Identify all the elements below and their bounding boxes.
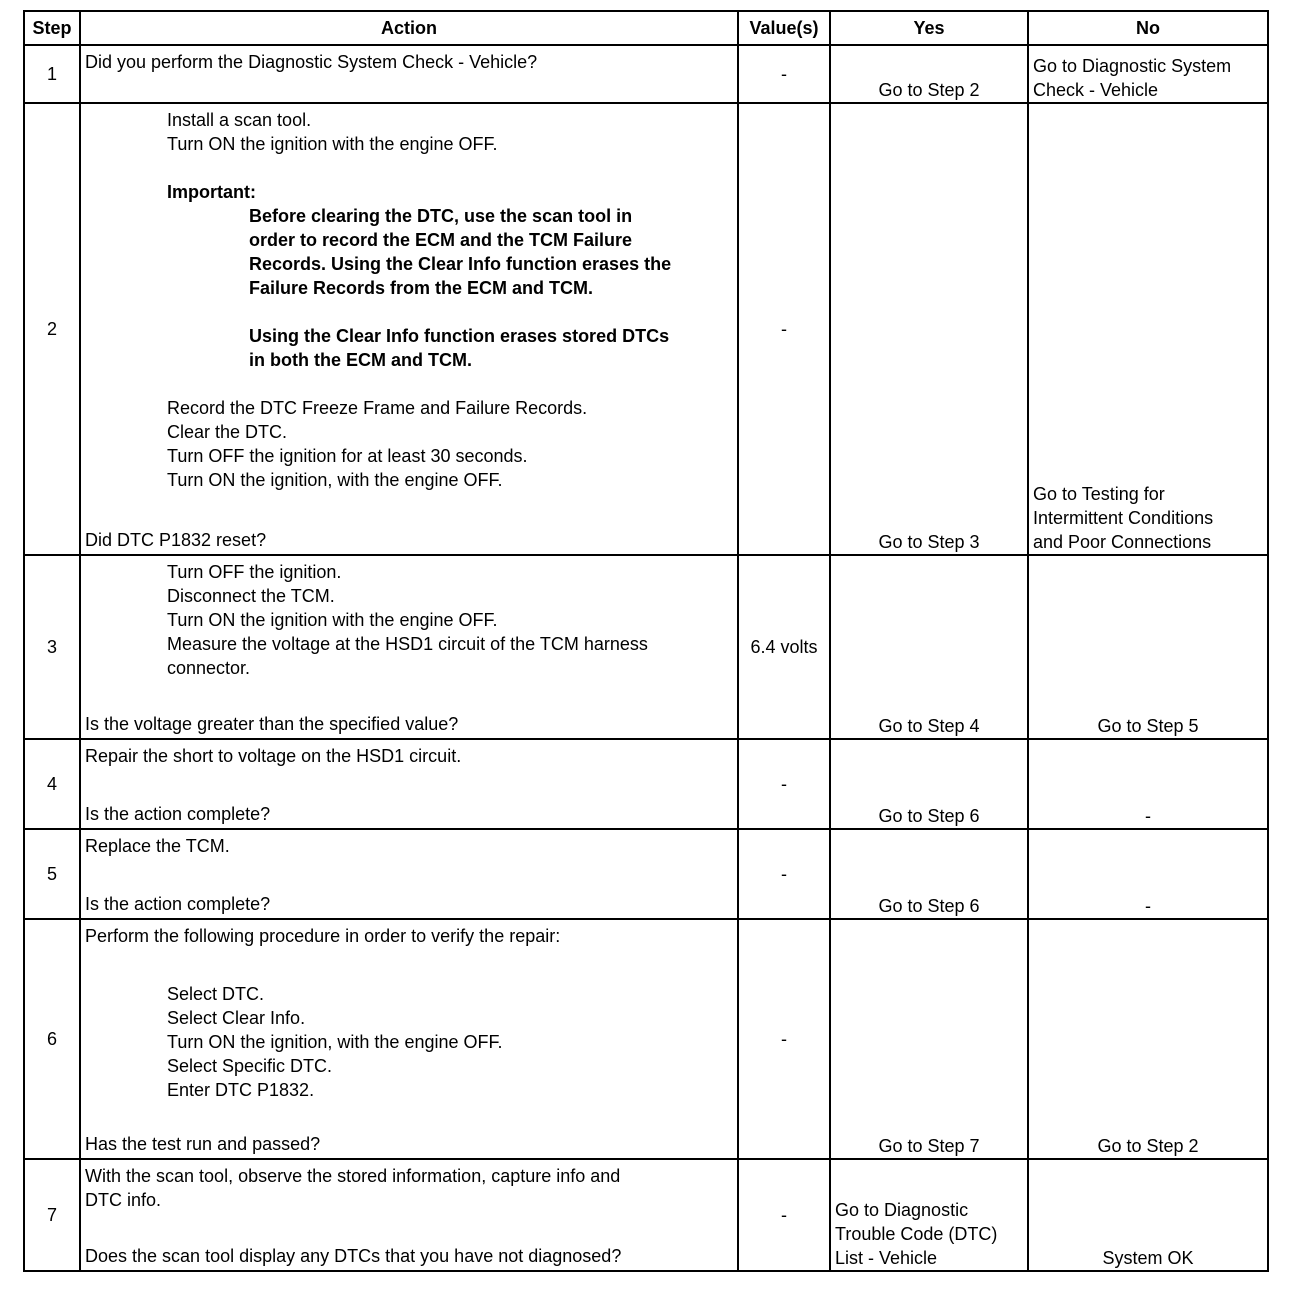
important-label: Important: bbox=[167, 182, 256, 202]
table-row bbox=[24, 103, 1268, 555]
action-line: Perform the following procedure in order to verify the repair: bbox=[85, 926, 561, 946]
action-line: DTC info. bbox=[85, 1190, 162, 1210]
value-cell: 6.4 volts bbox=[738, 555, 830, 739]
action-cell bbox=[80, 829, 738, 919]
yes-line: Trouble Code (DTC) bbox=[835, 1224, 998, 1244]
diagnostic-table bbox=[23, 10, 1269, 1272]
step-number: 1 bbox=[24, 45, 80, 103]
table-row bbox=[24, 555, 1268, 739]
action-question: Did DTC P1832 reset? bbox=[85, 530, 267, 550]
important-line: Before clearing the DTC, use the scan tool in bbox=[249, 206, 633, 226]
no-cell bbox=[1028, 45, 1268, 103]
yes-cell: Go to Step 6 bbox=[830, 739, 1028, 829]
action-line: Install a scan tool. bbox=[167, 110, 312, 130]
action-question: Does the scan tool display any DTCs that you have not diagnosed? bbox=[85, 1246, 622, 1266]
step-number: 3 bbox=[24, 555, 80, 739]
action-line: Turn OFF the ignition for at least 30 seconds. bbox=[167, 446, 528, 466]
action-line: Record the DTC Freeze Frame and Failure Records. bbox=[167, 398, 588, 418]
yes-cell: Go to Step 6 bbox=[830, 829, 1028, 919]
value-cell: - bbox=[738, 103, 830, 555]
header-action: Action bbox=[80, 11, 738, 45]
important-line: in both the ECM and TCM. bbox=[249, 350, 472, 370]
action-question: Is the action complete? bbox=[85, 894, 271, 914]
action-question: Has the test run and passed? bbox=[85, 1134, 321, 1154]
action-line: Repair the short to voltage on the HSD1 circuit. bbox=[85, 746, 462, 766]
step-number: 7 bbox=[24, 1159, 80, 1271]
action-line: connector. bbox=[167, 658, 251, 678]
step-number: 2 bbox=[24, 103, 80, 555]
action-line: Select DTC. bbox=[167, 984, 265, 1004]
no-line: Check - Vehicle bbox=[1033, 80, 1159, 100]
no-line: Go to Diagnostic System bbox=[1033, 56, 1232, 76]
action-line: Select Clear Info. bbox=[167, 1008, 306, 1028]
header-step: Step bbox=[24, 11, 80, 45]
action-line: Turn ON the ignition, with the engine OFF. bbox=[167, 470, 503, 490]
header-yes: Yes bbox=[830, 11, 1028, 45]
header-values: Value(s) bbox=[738, 11, 830, 45]
action-line: Turn ON the ignition with the engine OFF. bbox=[167, 134, 498, 154]
yes-line: Go to Diagnostic bbox=[835, 1200, 969, 1220]
no-line: Intermittent Conditions bbox=[1033, 508, 1214, 528]
no-cell: - bbox=[1028, 739, 1268, 829]
value-cell: - bbox=[738, 1159, 830, 1271]
action-line: Turn ON the ignition with the engine OFF. bbox=[167, 610, 498, 630]
important-line: order to record the ECM and the TCM Failure bbox=[249, 230, 633, 250]
action-line: Turn OFF the ignition. bbox=[167, 562, 342, 582]
action-cell bbox=[80, 1159, 738, 1271]
table-row bbox=[24, 919, 1268, 1159]
action-question: Is the voltage greater than the specified value? bbox=[85, 714, 459, 734]
no-cell bbox=[1028, 103, 1268, 555]
action-line: Disconnect the TCM. bbox=[167, 586, 335, 606]
action-line: Enter DTC P1832. bbox=[167, 1080, 315, 1100]
table-row bbox=[24, 829, 1268, 919]
value-cell: - bbox=[738, 919, 830, 1159]
important-line: Using the Clear Info function erases stored DTCs bbox=[249, 326, 670, 346]
yes-line: List - Vehicle bbox=[835, 1248, 938, 1268]
table-row bbox=[24, 45, 1268, 103]
action-cell bbox=[80, 555, 738, 739]
yes-cell: Go to Step 3 bbox=[830, 103, 1028, 555]
no-line: and Poor Connections bbox=[1033, 532, 1212, 552]
action-line: Clear the DTC. bbox=[167, 422, 288, 442]
table-row bbox=[24, 739, 1268, 829]
important-line: Records. Using the Clear Info function erases the bbox=[249, 254, 672, 274]
action-line: Select Specific DTC. bbox=[167, 1056, 333, 1076]
action-cell bbox=[80, 103, 738, 555]
no-cell: - bbox=[1028, 829, 1268, 919]
important-line: Failure Records from the ECM and TCM. bbox=[249, 278, 594, 298]
table-row bbox=[24, 1159, 1268, 1271]
value-cell: - bbox=[738, 739, 830, 829]
header-no: No bbox=[1028, 11, 1268, 45]
action-line: Measure the voltage at the HSD1 circuit of the TCM harness bbox=[167, 634, 648, 654]
no-cell: System OK bbox=[1028, 1159, 1268, 1271]
value-cell: - bbox=[738, 829, 830, 919]
step-number: 6 bbox=[24, 919, 80, 1159]
action-line: Turn ON the ignition, with the engine OFF. bbox=[167, 1032, 503, 1052]
action-line: Replace the TCM. bbox=[85, 836, 230, 856]
action-line: Did you perform the Diagnostic System Check - Vehicle? bbox=[85, 52, 538, 72]
action-cell bbox=[80, 919, 738, 1159]
yes-cell: Go to Step 4 bbox=[830, 555, 1028, 739]
action-cell bbox=[80, 739, 738, 829]
action-line: With the scan tool, observe the stored information, capture info and bbox=[85, 1166, 621, 1186]
header-row bbox=[24, 11, 1268, 45]
yes-cell: Go to Step 2 bbox=[830, 45, 1028, 103]
yes-cell: Go to Step 7 bbox=[830, 919, 1028, 1159]
step-number: 4 bbox=[24, 739, 80, 829]
value-cell: - bbox=[738, 45, 830, 103]
action-question: Is the action complete? bbox=[85, 804, 271, 824]
step-number: 5 bbox=[24, 829, 80, 919]
yes-cell bbox=[830, 1159, 1028, 1271]
no-cell: Go to Step 5 bbox=[1028, 555, 1268, 739]
action-cell bbox=[80, 45, 738, 103]
no-cell: Go to Step 2 bbox=[1028, 919, 1268, 1159]
no-line: Go to Testing for bbox=[1033, 484, 1165, 504]
